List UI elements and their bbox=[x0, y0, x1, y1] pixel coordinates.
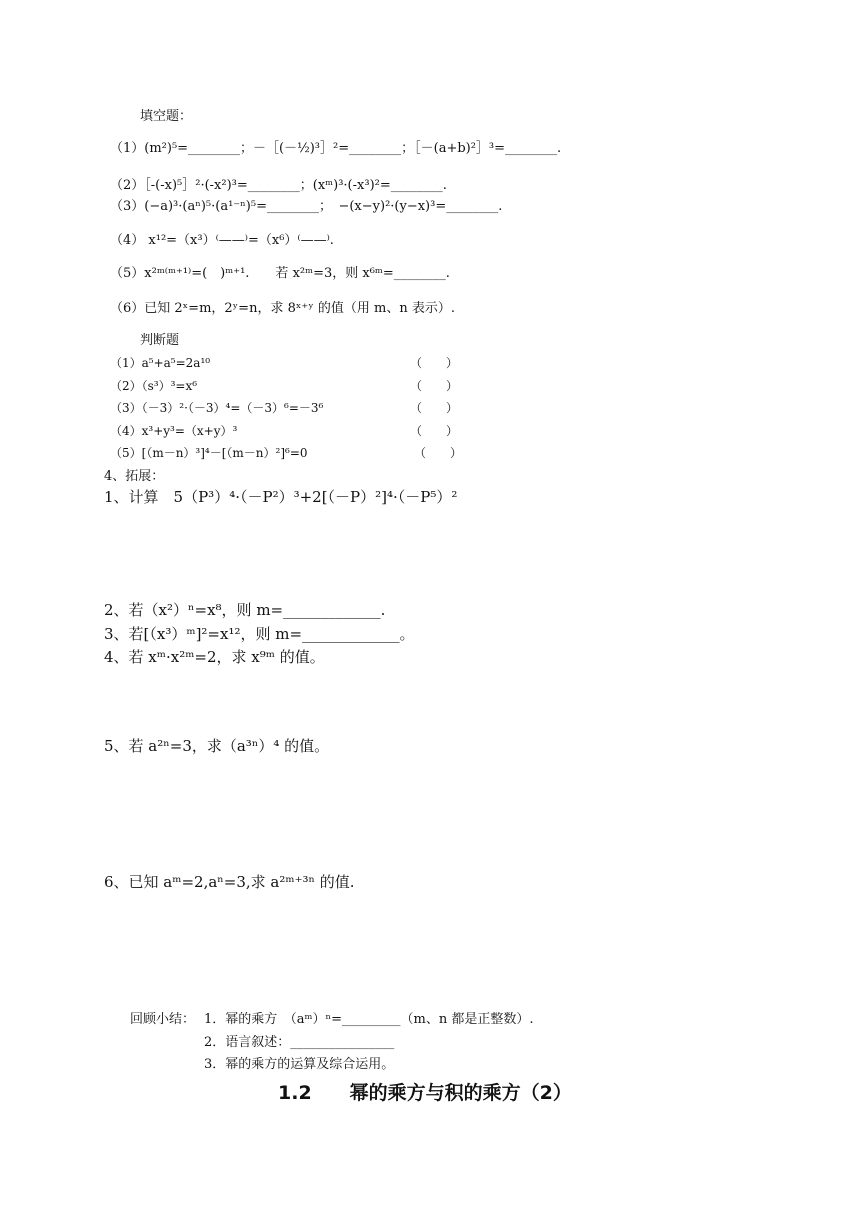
extend-item-5: 5、若 a²ⁿ=3，求（a³ⁿ）⁴ 的值。 bbox=[104, 737, 330, 755]
review-label: 回顾小结： bbox=[130, 1012, 196, 1027]
judge-answer-2[interactable]: （ ） bbox=[410, 379, 459, 393]
fill-item-1: （1）(m²)⁵=________；－［(－½)³］²=________；［－(a+b)²］³=________. bbox=[110, 141, 562, 156]
judge-answer-4[interactable]: （ ） bbox=[410, 424, 459, 438]
extend-item-2: 2、若（x²）ⁿ=x⁸，则 m=_____________. bbox=[104, 601, 386, 619]
judge-item-2: （2）（s³）³=x⁶ bbox=[110, 379, 198, 393]
fill-item-2: （2）［-(-x)⁵］²·(-x²)³=________；(xᵐ)³·(-x³)²=________. bbox=[110, 178, 447, 193]
fill-item-3: （3）(−a)³·(aⁿ)⁵·(a¹⁻ⁿ)⁵=________； −(x−y)²·(y−x)³=________. bbox=[110, 199, 503, 214]
fill-item-5: （5）x²ᵐ⁽ᵐ⁺¹⁾=( )ᵐ⁺¹. 若 x²ᵐ=3，则 x⁶ᵐ=________. bbox=[110, 266, 450, 281]
extend-heading: 4、拓展： bbox=[104, 469, 165, 484]
judge-heading: 判断题 bbox=[140, 333, 180, 348]
judge-answer-1[interactable]: （ ） bbox=[410, 356, 459, 370]
judge-item-4: （4）x³+y³=（x+y）³ bbox=[110, 424, 238, 438]
extend-item-6: 6、已知 aᵐ=2,aⁿ=3,求 a²ᵐ⁺³ⁿ 的值. bbox=[104, 873, 355, 891]
fill-item-6: （6）已知 2ˣ=m，2ʸ=n，求 8ˣ⁺ʸ 的值（用 m、n 表示）. bbox=[110, 301, 455, 316]
judge-answer-5[interactable]: （ ） bbox=[414, 446, 463, 460]
extend-item-1: 1、计算 5（P³）⁴·（－P²）³+2[（－P）²]⁴·（－P⁵）² bbox=[104, 488, 458, 506]
review-item-1: 1．幂的乘方 （aᵐ）ⁿ=_________（m、n 都是正整数）. bbox=[204, 1012, 534, 1027]
review-item-3: 3．幂的乘方的运算及综合运用。 bbox=[204, 1057, 395, 1072]
fill-item-4: （4） x¹²=（x³）⁽——⁾=（x⁶）⁽——⁾. bbox=[110, 233, 334, 248]
judge-item-5: （5）[（m－n）³]⁴－[（m－n）²]⁶=0 bbox=[110, 446, 308, 460]
next-section-title: 1.2 幂的乘方与积的乘方（2） bbox=[278, 1082, 572, 1104]
fill-heading: 填空题： bbox=[140, 109, 193, 124]
extend-item-3: 3、若[（x³）ᵐ]²=x¹²，则 m=_____________。 bbox=[104, 625, 415, 643]
judge-item-1: （1）a⁵+a⁵=2a¹⁰ bbox=[110, 356, 211, 370]
review-item-2: 2．语言叙述：________________ bbox=[204, 1035, 395, 1050]
judge-answer-3[interactable]: （ ） bbox=[410, 401, 459, 415]
judge-item-3: （3）（－3）²·（－3）⁴=（－3）⁶=－3⁶ bbox=[110, 401, 324, 415]
extend-item-4: 4、若 xᵐ·x²ᵐ=2，求 x⁹ᵐ 的值。 bbox=[104, 648, 325, 666]
